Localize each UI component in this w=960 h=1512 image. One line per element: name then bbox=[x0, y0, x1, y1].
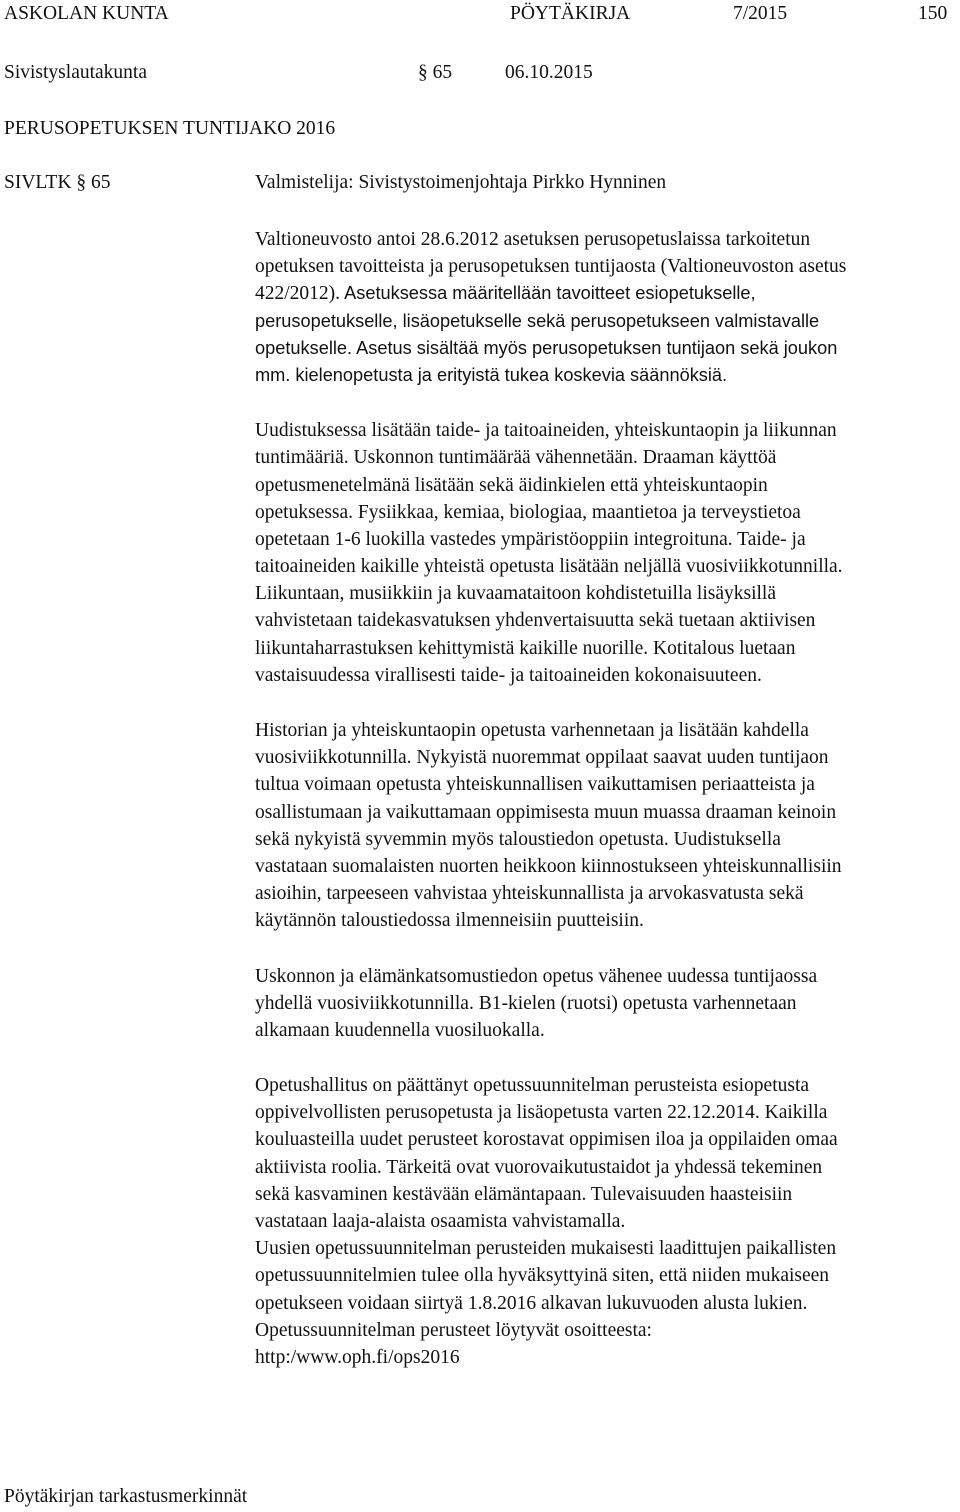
document-type: PÖYTÄKIRJA bbox=[510, 3, 631, 24]
text-line: vastaisuudessa virallisesti taide- ja taitoaineiden kokonaisuuteen. bbox=[255, 664, 762, 686]
text-line: kouluasteilla uudet perusteet korostavat oppimisen iloa ja oppilaiden omaa bbox=[255, 1129, 838, 1151]
text-line: opetussuunnitelmien tulee olla hyväksyttyinä siten, että niiden mukaiseen bbox=[255, 1265, 830, 1287]
text-line: vuosiviikkotunnilla. Nykyistä nuoremmat oppilaat saavat uuden tuntijaon bbox=[255, 747, 829, 769]
text-line: vastataan suomalaisten nuorten heikkoon kiinnostukseen yhteiskunnallisiin bbox=[255, 855, 842, 877]
text-row bbox=[255, 280, 960, 307]
text-line: vahvistetaan taidekasvatuksen yhdenvertaisuutta sekä tuetaan aktiivisen bbox=[255, 610, 816, 632]
text-line: osallistumaan ja vaikuttamaan oppimisesta muun muassa draaman keinoin bbox=[255, 801, 837, 823]
text-line: opetuksessa. Fysiikkaa, kemiaa, biologiaa, maantietoa ja terveystietoa bbox=[255, 501, 801, 523]
text-line: opetukselle. Asetus sisältää myös perusopetuksen tuntijaon sekä joukon bbox=[255, 337, 838, 358]
document-title: PERUSOPETUKSEN TUNTIJAKO 2016 bbox=[4, 118, 336, 139]
text-line: perusopetukselle, lisäopetukselle sekä perusopetukseen valmistavalle bbox=[255, 310, 820, 331]
text-line: Opetussuunnitelman perusteet löytyvät osoitteesta: bbox=[255, 1319, 652, 1341]
text-line: aktiivista roolia. Tärkeitä ovat vuorovaikutustaidot ja yhdessä tekeminen bbox=[255, 1156, 823, 1178]
text-line: mm. kielenopetusta ja erityistä tukea koskevia säännöksiä. bbox=[255, 364, 728, 385]
text-line: Asetuksessa määritellään tavoitteet esiopetukselle, bbox=[344, 283, 756, 304]
paragraph bbox=[255, 1072, 960, 1371]
text-line: Historian ja yhteiskuntaopin opetusta varhennetaan ja lisätään kahdella bbox=[255, 720, 809, 741]
text-line: opetuksen tavoitteista ja perusopetuksen tuntijaosta (Valtioneuvoston asetus bbox=[255, 256, 847, 278]
text-line: käytännön taloustiedossa ilmenneisiin puutteisiin. bbox=[255, 910, 644, 932]
page-number: 150 bbox=[918, 3, 948, 24]
footer-note: Pöytäkirjan tarkastusmerkinnät bbox=[4, 1486, 248, 1507]
text-line: opetusmenetelmänä lisätään sekä äidinkielen että yhteiskuntaopin bbox=[255, 474, 768, 496]
section-id: SIVLTK § 65 bbox=[4, 172, 111, 193]
text-line: alkamaan kuudennella vuosiluokalla. bbox=[255, 1019, 545, 1041]
text-line: Opetushallitus on päättänyt opetussuunnitelman perusteista esiopetusta bbox=[255, 1075, 810, 1097]
text-line: opetetaan 1-6 luokilla vastedes ympäristöoppiin integroituna. Taide- ja bbox=[255, 528, 806, 550]
paragraph bbox=[255, 963, 960, 1045]
paragraph-number: § 65 bbox=[418, 62, 453, 83]
paragraph bbox=[255, 280, 960, 389]
text-line: vastataan laaja-alaista osaamista vahvistamalla. bbox=[255, 1211, 626, 1232]
board-name: Sivistyslautakunta bbox=[4, 62, 147, 83]
text-line: asioihin, tarpeeseen vahvistaa yhteiskunnallista ja arvokasvatusta sekä bbox=[255, 883, 804, 905]
text-line: 422/2012). bbox=[255, 283, 341, 305]
text-line: http:/www.oph.fi/ops2016 bbox=[255, 1346, 460, 1368]
document-body bbox=[255, 226, 960, 1371]
text-line: sekä kasvaminen kestävään elämäntapaan. Tulevaisuuden haasteisiin bbox=[255, 1183, 793, 1205]
text-line: opetukseen voidaan siirtyä 1.8.2016 alkavan lukuvuoden alusta lukien. bbox=[255, 1292, 808, 1314]
text-line: Uudistuksessa lisätään taide- ja taitoaineiden, yhteiskuntaopin ja liikunnan bbox=[255, 420, 837, 442]
text-line: oppivelvollisten perusopetusta ja lisäopetusta varten 22.12.2014. Kaikilla bbox=[255, 1102, 828, 1124]
text-line: sekä nykyistä syvemmin myös taloustiedon opetusta. Uudistuksella bbox=[255, 828, 781, 850]
text-line: taitoaineiden kaikille yhteistä opetusta lisätään neljällä vuosiviikkotunnilla. bbox=[255, 556, 843, 578]
municipality-name: ASKOLAN KUNTA bbox=[4, 3, 169, 24]
text-line: tultua voimaan opetusta yhteiskunnallisen vaikuttamisen periaatteista ja bbox=[255, 774, 815, 796]
paragraph bbox=[255, 717, 960, 935]
text-line: Liikuntaan, musiikkiin ja kuvaamataitoon kohdistetuilla lisäyksillä bbox=[255, 583, 776, 605]
meeting-date: 06.10.2015 bbox=[505, 62, 593, 83]
text-line: liikuntaharrastuksen kehittymistä kaikille nuorille. Kotitalous luetaan bbox=[255, 637, 796, 659]
preparer: Valmistelija: Sivistystoimenjohtaja Pirkko Hynninen bbox=[255, 172, 667, 193]
minutes-issue: 7/2015 bbox=[733, 3, 788, 24]
text-line: Uskonnon ja elämänkatsomustiedon opetus vähenee uudessa tuntijaossa bbox=[255, 965, 818, 987]
text-line: yhdellä vuosiviikkotunnilla. B1-kielen (ruotsi) opetusta varhennetaan bbox=[255, 992, 797, 1014]
text-line: Valtioneuvosto antoi 28.6.2012 asetuksen perusopetuslaissa tarkoitetun bbox=[255, 229, 811, 250]
paragraph bbox=[255, 226, 960, 280]
text-line: tuntimääriä. Uskonnon tuntimäärää vähennetään. Draaman käyttöä bbox=[255, 447, 777, 469]
text-line: Uusien opetussuunnitelman perusteiden mukaisesti laadittujen paikallisten bbox=[255, 1238, 837, 1260]
paragraph bbox=[255, 417, 960, 689]
